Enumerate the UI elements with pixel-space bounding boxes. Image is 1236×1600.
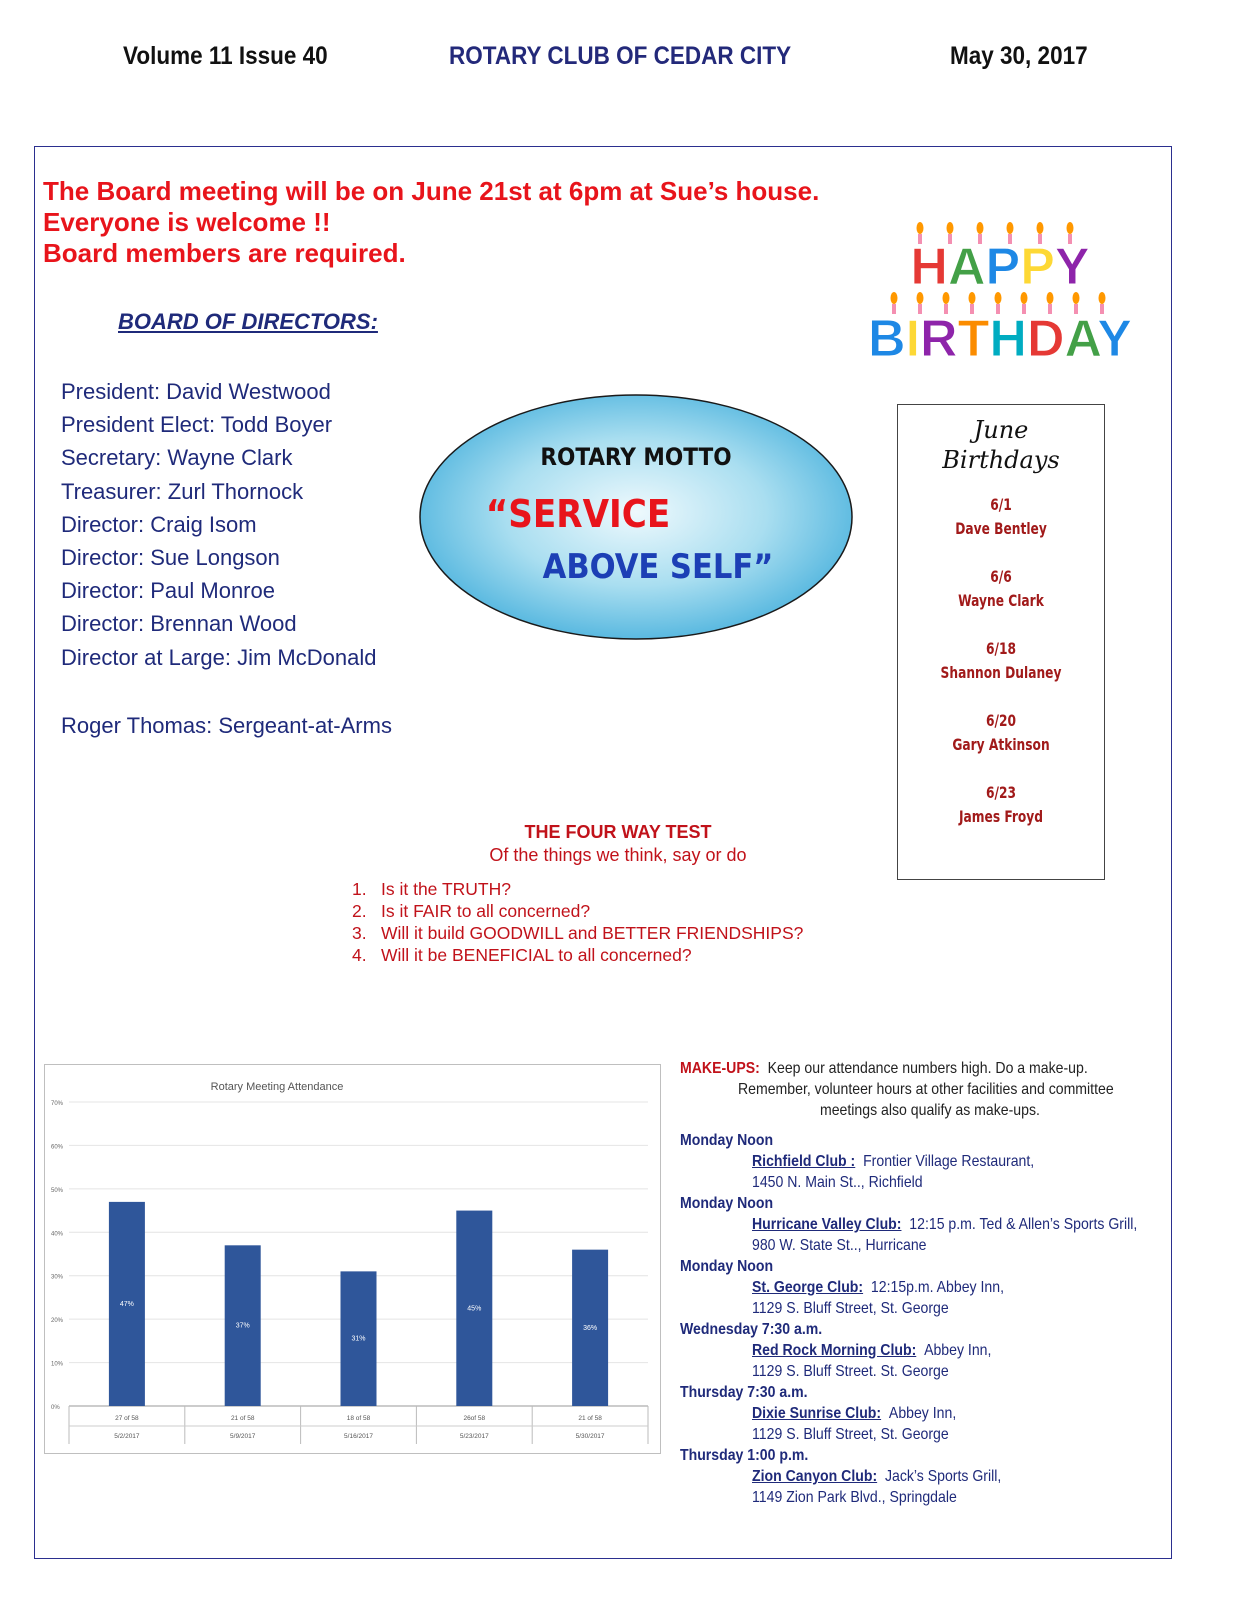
chart-category-label: 5/30/2017 [575,1433,605,1440]
chart-ytick-label: 70% [51,1101,64,1107]
birthday-entry [898,709,1104,757]
chart-sub-label: 21 of 58 [230,1415,255,1422]
chart-ytick-label: 50% [51,1187,64,1194]
sergeant-at-arms: Roger Thomas: Sergeant-at-Arms [61,713,392,738]
birthday-text: BIRTHDAY [868,310,1132,368]
makeup-day: Thursday 7:30 a.m. [680,1384,808,1401]
makeup-day: Wednesday 7:30 a.m. [680,1321,823,1338]
chart-data-label: 45% [467,1305,482,1313]
chart-ytick-label: 30% [51,1274,64,1281]
makeup-club-address: 1129 S. Bluff Street, St. George [752,1300,949,1317]
makeups-label: MAKE-UPS: [680,1060,760,1077]
makeup-day: Monday Noon [680,1132,774,1149]
makeups-intro-3: meetings also qualify as make-ups. [820,1102,1040,1119]
board-member: Director: Craig Isom [61,511,257,537]
four-way-test-item: 1. Is it the TRUTH? [352,879,511,899]
makeup-club-address: 1129 S. Bluff Street. St. George [752,1363,949,1380]
chart-ytick-label: 20% [51,1318,64,1325]
announcement-line-2: Everyone is welcome !! [43,207,331,237]
chart-sub-label: 27 of 58 [115,1415,139,1422]
announcement-line-3: Board members are required. [43,238,406,268]
chart-data-label: 36% [583,1324,598,1332]
birthday-date: 6/18 [985,639,1017,658]
birthday-entry [898,637,1104,685]
board-member: President Elect: Todd Boyer [61,412,333,438]
chart-sub-label: 26of 58 [463,1415,486,1422]
makeup-club-name: Zion Canyon Club: [752,1468,878,1485]
makeup-club-detail: Abbey Inn, [924,1342,992,1359]
makeup-day: Thursday 1:00 p.m. [680,1447,809,1464]
board-member: Director: Sue Longson [61,545,280,570]
motto-above-self: ABOVE SELF” [542,547,774,587]
makeup-club-name: Red Rock Morning Club: [752,1342,917,1359]
chart-data-label: 47% [119,1300,134,1308]
board-title: BOARD OF DIRECTORS: [118,309,378,334]
announcement-line-1: The Board meeting will be on June 21st at 6pm at Sue’s house. [43,176,820,206]
board-member: President: David Westwood [61,379,331,404]
makeup-club-detail: Jack’s Sports Grill, [884,1468,1002,1485]
four-way-test-item: 3. Will it build GOODWILL and BETTER FRIENDSHIPS? [352,923,804,943]
happy-birthday-graphic [868,222,1132,368]
four-way-test-item: 2. Is it FAIR to all concerned? [352,901,591,921]
makeup-club-name: Dixie Sunrise Club: [752,1405,882,1422]
chart-sub-label: 21 of 58 [578,1415,602,1422]
makeup-club-line [752,1405,956,1423]
makeup-club-address: 980 W. State St.., Hurricane [752,1237,927,1254]
chart-category-label: 5/16/2017 [344,1433,373,1440]
birthday-name: Dave Bentley [955,519,1047,538]
issue-date: May 30, 2017 [950,42,1088,70]
makeup-club-line [752,1153,1034,1171]
four-way-test-item: 4. Will it be BENEFICIAL to all concerned? [352,945,692,965]
chart-category-label: 5/2/2017 [114,1433,140,1440]
board-member: Secretary: Wayne Clark [61,445,293,471]
makeup-club-detail: 12:15 p.m. Ted & Allen’s Sports Grill, [909,1216,1138,1233]
birthday-date: 6/1 [990,495,1012,514]
makeup-club-name: Richfield Club : [752,1153,856,1170]
rotary-motto [418,393,854,641]
four-way-test-subtitle: Of the things we think, say or do [489,845,747,865]
birthday-date: 6/20 [985,711,1017,730]
makeup-club-line [752,1279,1004,1297]
chart-data-label: 37% [235,1322,250,1330]
makeup-day: Monday Noon [680,1258,774,1275]
makeup-club-address: 1149 Zion Park Blvd., Springdale [752,1489,957,1506]
motto-label: ROTARY MOTTO [540,443,732,471]
board-member: Director: Paul Monroe [61,578,275,604]
motto-service: “SERVICE [485,492,671,536]
makeup-club-detail: Frontier Village Restaurant, [863,1153,1035,1170]
makeup-club-line [752,1216,1137,1234]
birthday-date: 6/23 [985,783,1017,802]
board-member: Director: Brennan Wood [61,611,297,637]
happy-text: HAPPY [910,238,1090,296]
makeup-club-name: St. George Club: [752,1279,864,1296]
birthday-name: Shannon Dulaney [940,663,1062,682]
volume-issue: Volume 11 Issue 40 [123,42,328,70]
attendance-chart [44,1064,661,1454]
june-birthdays-title-1: June [973,416,1029,444]
makeup-club-line [752,1342,991,1360]
makeups-intro-2: Remember, volunteer hours at other facilities and committee [738,1081,1114,1098]
board-member: Director at Large: Jim McDonald [61,644,377,670]
chart-category-label: 5/9/2017 [230,1433,256,1440]
birthday-name: Gary Atkinson [952,735,1050,754]
chart-data-label: 31% [351,1335,366,1343]
makeups-intro-1: Keep our attendance numbers high. Do a make-up. [767,1060,1088,1077]
makeup-club-address: 1129 S. Bluff Street, St. George [752,1426,949,1443]
chart-ytick-label: 40% [51,1231,64,1238]
birthday-date: 6/6 [990,567,1012,586]
club-name: ROTARY CLUB OF CEDAR CITY [449,42,792,70]
birthday-entry [898,565,1104,613]
makeup-club-name: Hurricane Valley Club: [752,1216,902,1233]
chart-ytick-label: 0% [51,1405,60,1411]
board-member: Treasurer: Zurl Thornock [61,478,304,504]
birthday-name: James Froyd [958,807,1044,826]
june-birthdays-title-2: Birthdays [942,446,1060,474]
june-birthdays-box [897,404,1105,880]
chart-ytick-label: 60% [51,1144,64,1151]
makeup-club-detail: Abbey Inn, [888,1405,957,1422]
four-way-test-list [352,878,803,966]
june-birthdays-list [898,493,1104,829]
makeup-club-address: 1450 N. Main St.., Richfield [752,1174,923,1191]
chart-category-label: 5/23/2017 [459,1433,489,1440]
makeup-club-line [752,1468,1001,1486]
chart-title: Rotary Meeting Attendance [210,1081,344,1093]
birthday-name: Wayne Clark [958,591,1044,610]
four-way-test-title: THE FOUR WAY TEST [524,822,712,842]
makeup-day: Monday Noon [680,1195,774,1212]
makeup-club-detail: 12:15p.m. Abbey Inn, [870,1279,1004,1296]
chart-ytick-label: 10% [51,1361,64,1368]
chart-sub-label: 18 of 58 [346,1415,371,1422]
birthday-entry [898,493,1104,541]
